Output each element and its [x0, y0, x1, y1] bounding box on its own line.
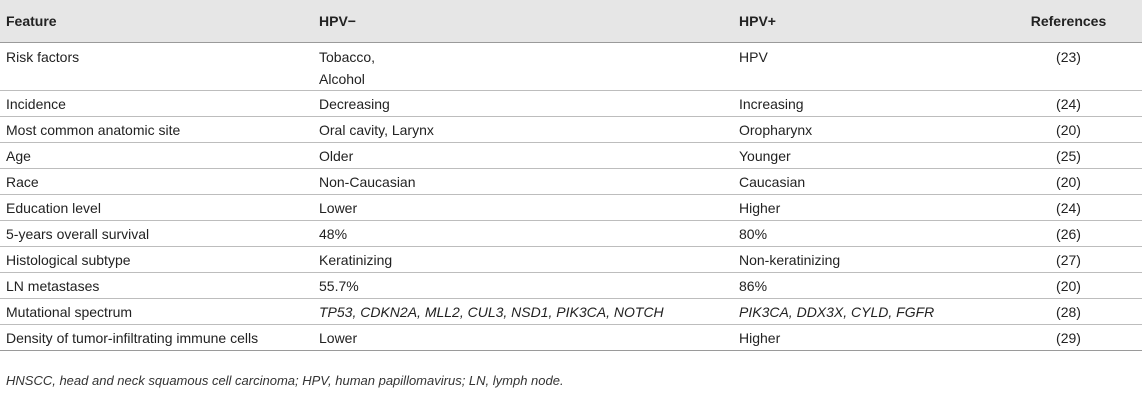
- feature-cell: Incidence: [6, 95, 66, 112]
- table-row: [0, 143, 1142, 169]
- table-row: [0, 43, 1142, 91]
- reference-cell: (24): [1056, 95, 1081, 112]
- reference-cell: (25): [1056, 147, 1081, 164]
- hpv-negative-cell: 48%: [319, 225, 348, 242]
- hpv-positive-cell: Oropharynx: [739, 121, 813, 138]
- table-body: [0, 43, 1142, 351]
- feature-cell: Education level: [6, 199, 101, 216]
- hpv-positive-cell: 86%: [739, 277, 768, 294]
- hpv-negative-cell: Non-Caucasian: [319, 173, 416, 190]
- header-hpv-positive: HPV+: [739, 13, 776, 29]
- reference-cell: (20): [1056, 277, 1081, 294]
- hpv-positive-cell: Non-keratinizing: [739, 251, 841, 268]
- hpv-negative-cell: Older: [319, 147, 354, 164]
- table-row: [0, 91, 1142, 117]
- reference-cell: (23): [1056, 49, 1081, 65]
- table-footnote: HNSCC, head and neck squamous cell carcinoma; HPV, human papillomavirus; LN, lymph node.: [6, 373, 564, 388]
- hpv-negative-cell: Lower: [319, 329, 358, 346]
- reference-cell: (20): [1056, 173, 1081, 190]
- reference-cell: (29): [1056, 329, 1081, 346]
- table-row: [0, 169, 1142, 195]
- hpv-negative-cell: 55.7%: [319, 277, 359, 294]
- table-row: [0, 247, 1142, 273]
- feature-cell: LN metastases: [6, 277, 100, 294]
- hpv-negative-cell: Oral cavity, Larynx: [319, 121, 434, 138]
- hpv-negative-cell: Keratinizing: [319, 251, 393, 268]
- feature-cell: Risk factors: [6, 49, 80, 65]
- hpv-positive-cell: PIK3CA, DDX3X, CYLD, FGFR: [739, 303, 935, 320]
- hpv-negative-cell: Decreasing: [319, 95, 390, 112]
- hpv-negative-line-1: Tobacco,: [319, 49, 376, 65]
- hpv-positive-cell: 80%: [739, 225, 768, 242]
- feature-cell: Age: [6, 147, 31, 164]
- header-feature: Feature: [6, 13, 57, 29]
- hpv-negative-cell: TP53, CDKN2A, MLL2, CUL3, NSD1, PIK3CA, NOTCH: [319, 303, 664, 320]
- header-row: [0, 0, 1142, 43]
- header-references: References: [1030, 13, 1107, 29]
- feature-cell: Density of tumor-infiltrating immune cells: [6, 329, 259, 346]
- hpv-positive-cell: Higher: [739, 199, 781, 216]
- hpv-positive-cell: Increasing: [739, 95, 804, 112]
- hpv-negative-line-2: Alcohol: [319, 71, 365, 87]
- feature-cell: Most common anatomic site: [6, 121, 181, 138]
- hpv-positive-cell: Caucasian: [739, 173, 806, 190]
- hpv-negative-cell: Lower: [319, 199, 358, 216]
- hpv-positive-cell: Younger: [739, 147, 791, 164]
- table-row: [0, 299, 1142, 325]
- reference-cell: (26): [1056, 225, 1081, 242]
- reference-cell: (20): [1056, 121, 1081, 138]
- feature-cell: Mutational spectrum: [6, 303, 133, 320]
- table-header: [0, 0, 1142, 43]
- feature-cell: Histological subtype: [6, 251, 131, 268]
- hpv-negative-cell: [313, 43, 733, 91]
- table-row: [0, 273, 1142, 299]
- hpv-positive-cell: Higher: [739, 329, 781, 346]
- table-row: [0, 117, 1142, 143]
- reference-cell: (27): [1056, 251, 1081, 268]
- table-row: [0, 325, 1142, 351]
- table-row: [0, 221, 1142, 247]
- feature-cell: 5-years overall survival: [6, 225, 150, 242]
- hpv-positive-cell: HPV: [739, 49, 768, 65]
- reference-cell: (24): [1056, 199, 1081, 216]
- feature-cell: Race: [6, 173, 39, 190]
- reference-cell: (28): [1056, 303, 1081, 320]
- table-row: [0, 195, 1142, 221]
- header-hpv-negative: HPV−: [319, 13, 356, 29]
